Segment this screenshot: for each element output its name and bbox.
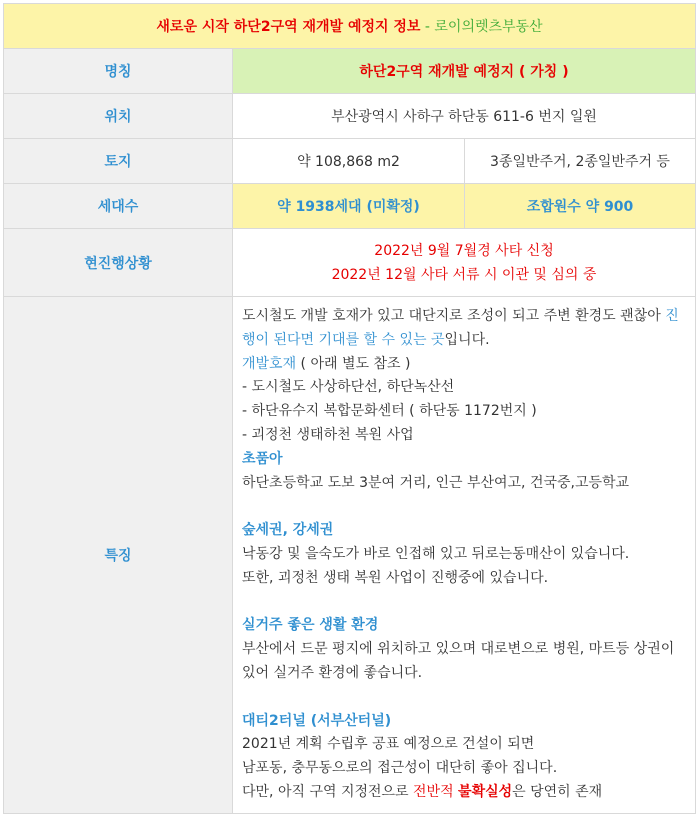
row-status [4,229,696,297]
row-location [4,94,696,139]
living-text: 부산에서 드문 평지에 위치하고 있으며 대로변으로 병원, 마트등 상권이 있어 실거주 환경에 좋습니다. [242,641,675,681]
dev-item: - 하단유수지 복합문화센터 ( 하단동 1172번지 ) [242,403,537,420]
value-features [233,297,696,814]
row-features [4,297,696,814]
forest-text: 낙동강 및 을숙도가 바로 인접해 있고 뒤로는동매산이 있습니다. [242,545,630,562]
status-line-2: 2022년 12월 사타 서류 시 이관 및 심의 중 [331,266,597,283]
living-title: 실거주 좋은 생활 환경 [242,617,379,634]
header-source: - 로이의렛츠부동산 [420,19,543,35]
value-household-count: 약 1938세대 (미확정) [233,184,465,229]
label-location: 위치 [4,94,233,139]
tunnel-caveat-end: 은 당연히 존재 [512,783,603,800]
header-row [4,4,696,49]
value-land-area: 약 108,868 m2 [233,139,465,184]
header-title: 하단2구역 재개발 예정지 정보 [233,19,421,35]
row-households [4,184,696,229]
spacer [242,495,685,519]
value-land-zoning: 3종일반주거, 2종일반주거 등 [465,139,696,184]
row-land [4,139,696,184]
features-intro [242,305,685,353]
spacer [242,686,685,710]
status-line-1: 2022년 9월 7월경 사타 신청 [374,242,554,259]
value-status [233,229,696,297]
label-features: 특징 [4,297,233,814]
label-households: 세대수 [4,184,233,229]
intro-text: 도시철도 개발 호재가 있고 대단지로 조성이 되고 주변 환경도 괜찮아 [242,308,666,324]
tunnel-uncertainty: 불확실성 [458,783,513,800]
forest-title: 숲세권, 강세권 [242,522,334,539]
intro-highlight: 진행이 된다면 기대를 할 수 있는 곳 [242,308,679,348]
value-name: 하단2구역 재개발 예정지 ( 가칭 ) [233,49,696,94]
label-name: 명칭 [4,49,233,94]
tunnel-caveat-highlight: 전반적 [413,783,454,800]
tunnel-caveat: 다만, 아직 구역 지정전으로 [242,783,414,800]
dev-item: - 괴정천 생태하천 복원 사업 [242,426,414,443]
row-name [4,49,696,94]
header-lead: 새로운 시작 [156,19,234,35]
dev-heading [242,353,685,377]
value-location: 부산광역시 사하구 하단동 611-6 번지 일원 [233,94,696,139]
forest-text: 또한, 괴정천 생태 복원 사업이 진행중에 있습니다. [242,569,549,586]
label-status: 현진행상황 [4,229,233,297]
tunnel-title: 대티2터널 (서부산터널) [242,712,392,729]
dev-title: 개발호재 [242,355,297,372]
table-header [4,4,696,49]
info-table [3,3,696,814]
dev-item: - 도시철도 사상하단선, 하단녹산선 [242,379,455,396]
tunnel-text: 남포동, 충무동으로의 접근성이 대단히 좋아 집니다. [242,760,558,777]
school-title: 초품아 [242,450,283,467]
school-text: 하단초등학교 도보 3분여 거리, 인근 부산여고, 건국중,고등학교 [242,474,630,491]
tunnel-text [242,781,685,805]
spacer [242,591,685,615]
value-member-count: 조합원수 약 900 [465,184,696,229]
label-land: 토지 [4,139,233,184]
dev-note: ( 아래 별도 참조 ) [296,355,411,372]
intro-end: 입니다. [444,331,490,348]
tunnel-text: 2021년 계획 수립후 공표 예정으로 건설이 되면 [242,736,535,753]
